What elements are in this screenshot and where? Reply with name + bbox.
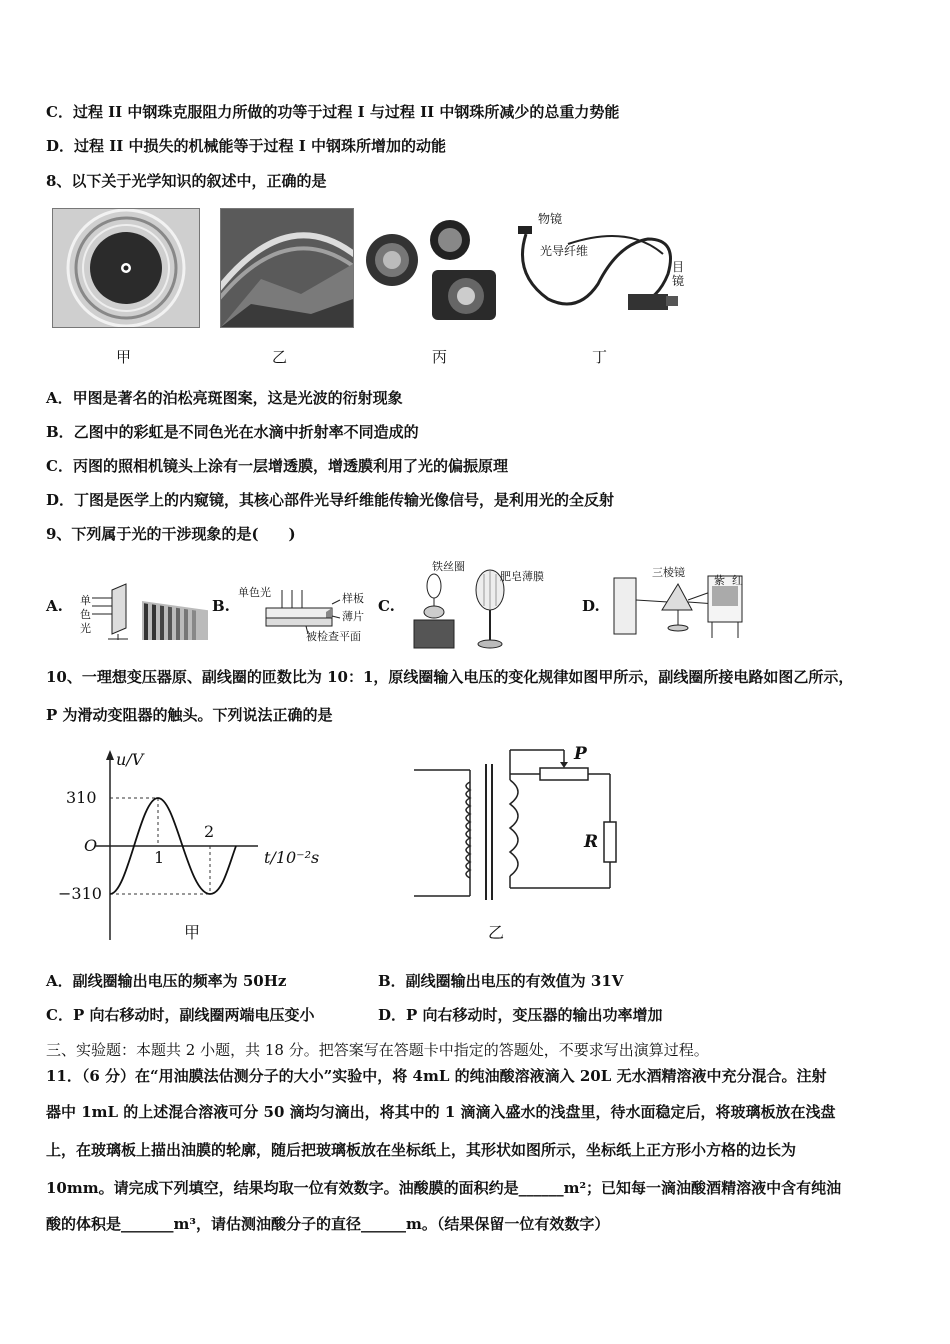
graph-y-pos: 310 (66, 788, 97, 807)
q10-stem-line-2: P 为滑动变阻器的触头。下列说法正确的是 (46, 706, 333, 724)
q7-option-d: D．过程 II 中损失的机械能等于过程 I 中钢珠所增加的动能 (46, 137, 446, 155)
circuit-label-p: P (574, 744, 587, 764)
q11-line-5: 酸的体积是_______m³，请估测油酸分子的直径______m。（结果保留一位有效数字） (46, 1215, 610, 1233)
q9-b-air-wedge-image (236, 576, 372, 644)
rainbow-image (220, 208, 354, 328)
label-eyepiece: 目镜 (672, 260, 685, 288)
q10-option-c: C．P 向右移动时，副线圈两端电压变小 (46, 1006, 315, 1024)
q9-b-label-light: 单色光 (238, 586, 271, 599)
q9-c-soap-film-image (404, 556, 564, 650)
graph-caption: 甲 (184, 923, 201, 942)
camera-lens-image (362, 208, 502, 326)
q8-option-a: A．甲图是著名的泊松亮斑图案，这是光波的衍射现象 (46, 389, 403, 407)
q9-c-label-film: 肥皂薄膜 (500, 570, 544, 583)
q8-option-d: D．丁图是医学上的内窥镜，其核心部件光导纤维能传输光像信号，是利用光的全反射 (46, 491, 615, 509)
q9-letter-a: A. (46, 597, 63, 615)
q8-option-b: B．乙图中的彩虹是不同色光在水滴中折射率不同造成的 (46, 423, 419, 441)
q9-a-label-2: 色 (80, 608, 91, 621)
section-3-heading: 三、实验题：本题共 2 小题，共 18 分。把答案写在答题卡中指定的答题处，不要求写出演算过程。 (46, 1041, 709, 1059)
circuit-caption: 乙 (488, 923, 505, 942)
q9-a-label-1: 单 (80, 594, 91, 607)
q9-c-label-wire: 铁丝圈 (432, 560, 465, 573)
graph-ylabel: u/V (116, 750, 144, 769)
q9-letter-c: C. (378, 597, 395, 615)
q9-d-label-red: 红 (732, 574, 743, 587)
q9-d-label-prism: 三棱镜 (652, 566, 685, 579)
caption-jia: 甲 (116, 348, 132, 366)
q11-line-3: 上，在玻璃板上描出油膜的轮廓，随后把玻璃板放在坐标纸上，其形状如图所示，坐标纸上正方形小方格的边长为 (46, 1141, 797, 1159)
endoscope-image (508, 204, 690, 328)
label-objective: 物镜 (538, 212, 563, 226)
circuit-label-r: R (584, 832, 599, 852)
caption-bing: 丙 (432, 348, 448, 366)
graph-tick-2: 2 (204, 822, 215, 841)
poisson-spot-image (52, 208, 200, 328)
transformer-circuit (410, 740, 650, 952)
q9-letter-d: D. (582, 597, 600, 615)
q9-b-label-surface: 被检查平面 (306, 630, 361, 643)
q10-stem-line-1: 10、一理想变压器原、副线圈的匝数比为 10：1，原线圈输入电压的变化规律如图甲所示，副线圈所接电路如图乙所示， (46, 668, 854, 686)
q9-stem: 9、下列属于光的干涉现象的是( ) (46, 525, 296, 543)
caption-ding: 丁 (592, 348, 608, 366)
q9-b-label-sheet: 薄片 (342, 610, 364, 623)
q9-d-label-violet: 紫 (714, 574, 725, 587)
q8-option-c: C．丙图的照相机镜头上涂有一层增透膜，增透膜利用了光的偏振原理 (46, 457, 508, 475)
q10-option-b: B．副线圈输出电压的有效值为 31V (378, 972, 624, 990)
caption-yi: 乙 (272, 348, 288, 366)
q10-option-d: D．P 向右移动时，变压器的输出功率增加 (378, 1006, 663, 1024)
q9-b-label-template: 样板 (342, 592, 364, 605)
q11-line-2: 器中 1mL 的上述混合溶液可分 50 滴均匀滴出，将其中的 1 滴滴入盛水的浅盘里，待水面稳定后，将玻璃板放在浅盘 (46, 1103, 836, 1121)
q7-option-c: C．过程 II 中钢珠克服阻力所做的功等于过程 I 与过程 II 中钢珠所减少的总重力势能 (46, 103, 620, 121)
q8-stem: 8、以下关于光学知识的叙述中，正确的是 (46, 172, 327, 190)
q11-line-4: 10mm。请完成下列填空，结果均取一位有效数字。油酸膜的面积约是______m²；已知每一滴油酸酒精溶液中含有纯油 (46, 1179, 842, 1197)
graph-xlabel: t/10⁻²s (264, 848, 320, 867)
voltage-graph (48, 748, 348, 948)
q10-option-a: A．副线圈输出电压的频率为 50Hz (46, 972, 287, 990)
label-fiber: 光导纤维 (540, 244, 589, 258)
graph-y-neg: −310 (58, 884, 102, 903)
graph-origin: O (84, 836, 98, 855)
q9-a-double-slit-image (78, 580, 208, 640)
q9-a-label-3: 光 (80, 622, 91, 635)
q11-line-1: 11．（6 分）在“用油膜法估测分子的大小”实验中，将 4mL 的纯油酸溶液滴入 20L 无水酒精溶液中充分混合。注射 (46, 1067, 827, 1085)
q9-letter-b: B. (212, 597, 230, 615)
q9-d-prism-image (608, 560, 748, 642)
graph-tick-1: 1 (154, 848, 165, 867)
